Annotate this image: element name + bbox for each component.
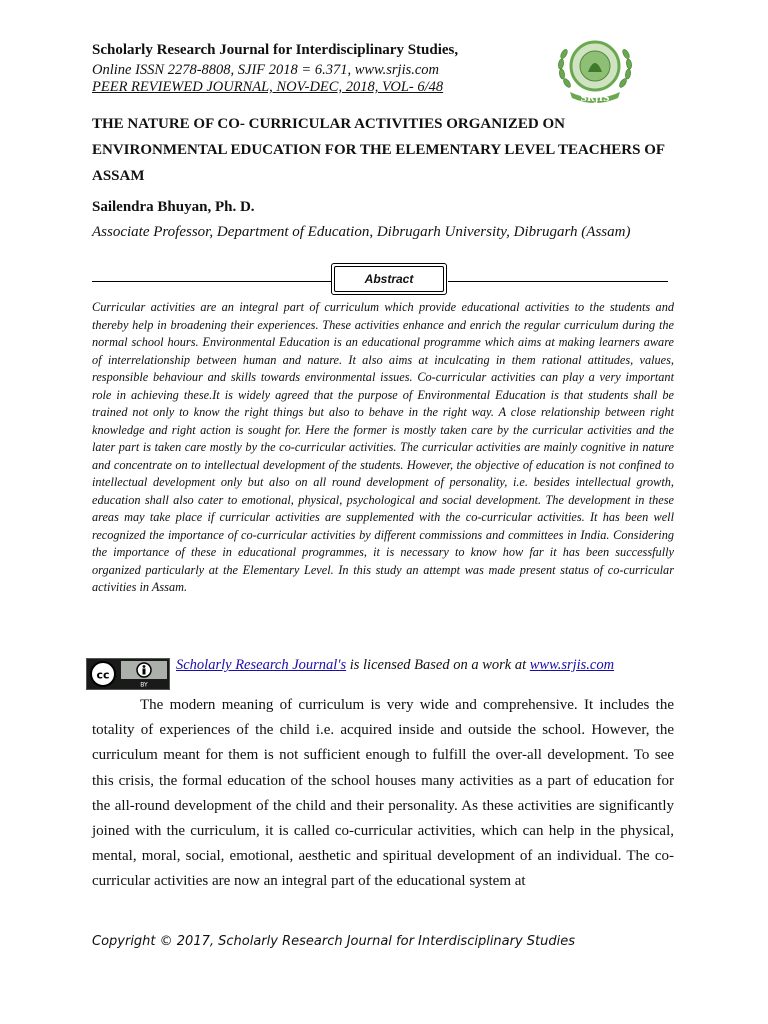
author-affiliation: Associate Professor, Department of Education, Dibrugarh University, Dibrugarh (Assam) bbox=[92, 224, 631, 240]
svg-text:cc: cc bbox=[96, 668, 110, 682]
author-name: Sailendra Bhuyan, Ph. D. bbox=[92, 199, 255, 215]
site-link[interactable]: www.srjis.com bbox=[529, 657, 615, 673]
journal-name: Scholarly Research Journal for Interdisciplinary Studies, bbox=[92, 42, 459, 58]
cc-by-license-icon[interactable] bbox=[86, 658, 170, 690]
footer-copyright: Copyright © 2017, Scholarly Research Journal for Interdisciplinary Studies bbox=[92, 934, 576, 949]
abstract-heading: Abstract bbox=[334, 266, 444, 292]
journal-issn-line: Online ISSN 2278-8808, SJIF 2018 = 6.371, www.srjis.com bbox=[92, 62, 440, 78]
article-title: THE NATURE OF CO- CURRICULAR ACTIVITIES ORGANIZED ON ENVIRONMENTAL EDUCATION FOR THE ELEMENTARY LEVEL TEACHERS OF ASSAM bbox=[92, 116, 665, 184]
logo-text: SRJIS bbox=[580, 94, 610, 104]
divider-left bbox=[92, 281, 332, 282]
srjis-logo-icon bbox=[550, 32, 640, 108]
abstract-text: Curricular activities are an integral part of curriculum which provide educational activities to the students and thereby help in broadening their experiences. These activities enhance and enrich the regular curriculum during the normal school hours. Environmental Education is an educational programme which aims at making learners aware of interrelationship between human and nature. It also aims at inculcating in them rational attitudes, values, responsible behaviour and skills towards environmental issues. Co-curricular activities can play a very important role in achieving these.It is widely agreed that the purpose of Environmental Education is that students shall be trained not only to know the right things but also to behave in the right way. A close relationship between right knowledge and right action is sought for. Here the former is mostly taken care by the curricular activities and the later part is taken care mostly by the co-curricular activities. The curricular activities are mainly cognitive in nature and concentrate on to intellectual development of the students. However, the objective of education is not confined to intellectual development only but also on all round development of personality, i.e. besides intellectual growth, education shall also cater to emotional, physical, psychological and social development. The development in these areas may take place if curricular activities are supplemented with the co-curricular activities. It has been well recognized the importance of co-curricular activities by different commissions and committees in India. Considering the importance of these in educational programmes, it is necessary to know how far it has been successfully organized particularly at the Elementary Level. In this study an attempt was made present status of co-curricular activities in Assam. bbox=[92, 300, 674, 594]
license-line bbox=[176, 657, 614, 674]
journal-peer-line: PEER REVIEWED JOURNAL, NOV-DEC, 2018, VOL- 6/48 bbox=[92, 79, 444, 95]
journal-link[interactable]: Scholarly Research Journal's bbox=[176, 657, 347, 673]
body-paragraph-text: The modern meaning of curriculum is very wide and comprehensive. It includes the totality of experiences of the child i.e. acquired inside and outside the school. However, the curriculum meant for them is not sufficient enough to fulfill the over-all development. To see this crisis, the formal education of the school houses many activities as a part of education for the all-round development of the child and their personality. As these activities are significantly joined with the curriculum, it is called co-curricular activities, which can help in the physical, mental, moral, social, emotional, aesthetic and spiritual development of an individual. The co-curricular activities are now an integral part of the educational system at bbox=[92, 697, 674, 890]
divider-right bbox=[448, 281, 668, 282]
license-text: is licensed Based on a work at bbox=[346, 657, 530, 673]
abstract-heading-box bbox=[331, 263, 447, 295]
cc-badge-label: BY bbox=[140, 681, 148, 689]
body-paragraph bbox=[92, 693, 674, 895]
